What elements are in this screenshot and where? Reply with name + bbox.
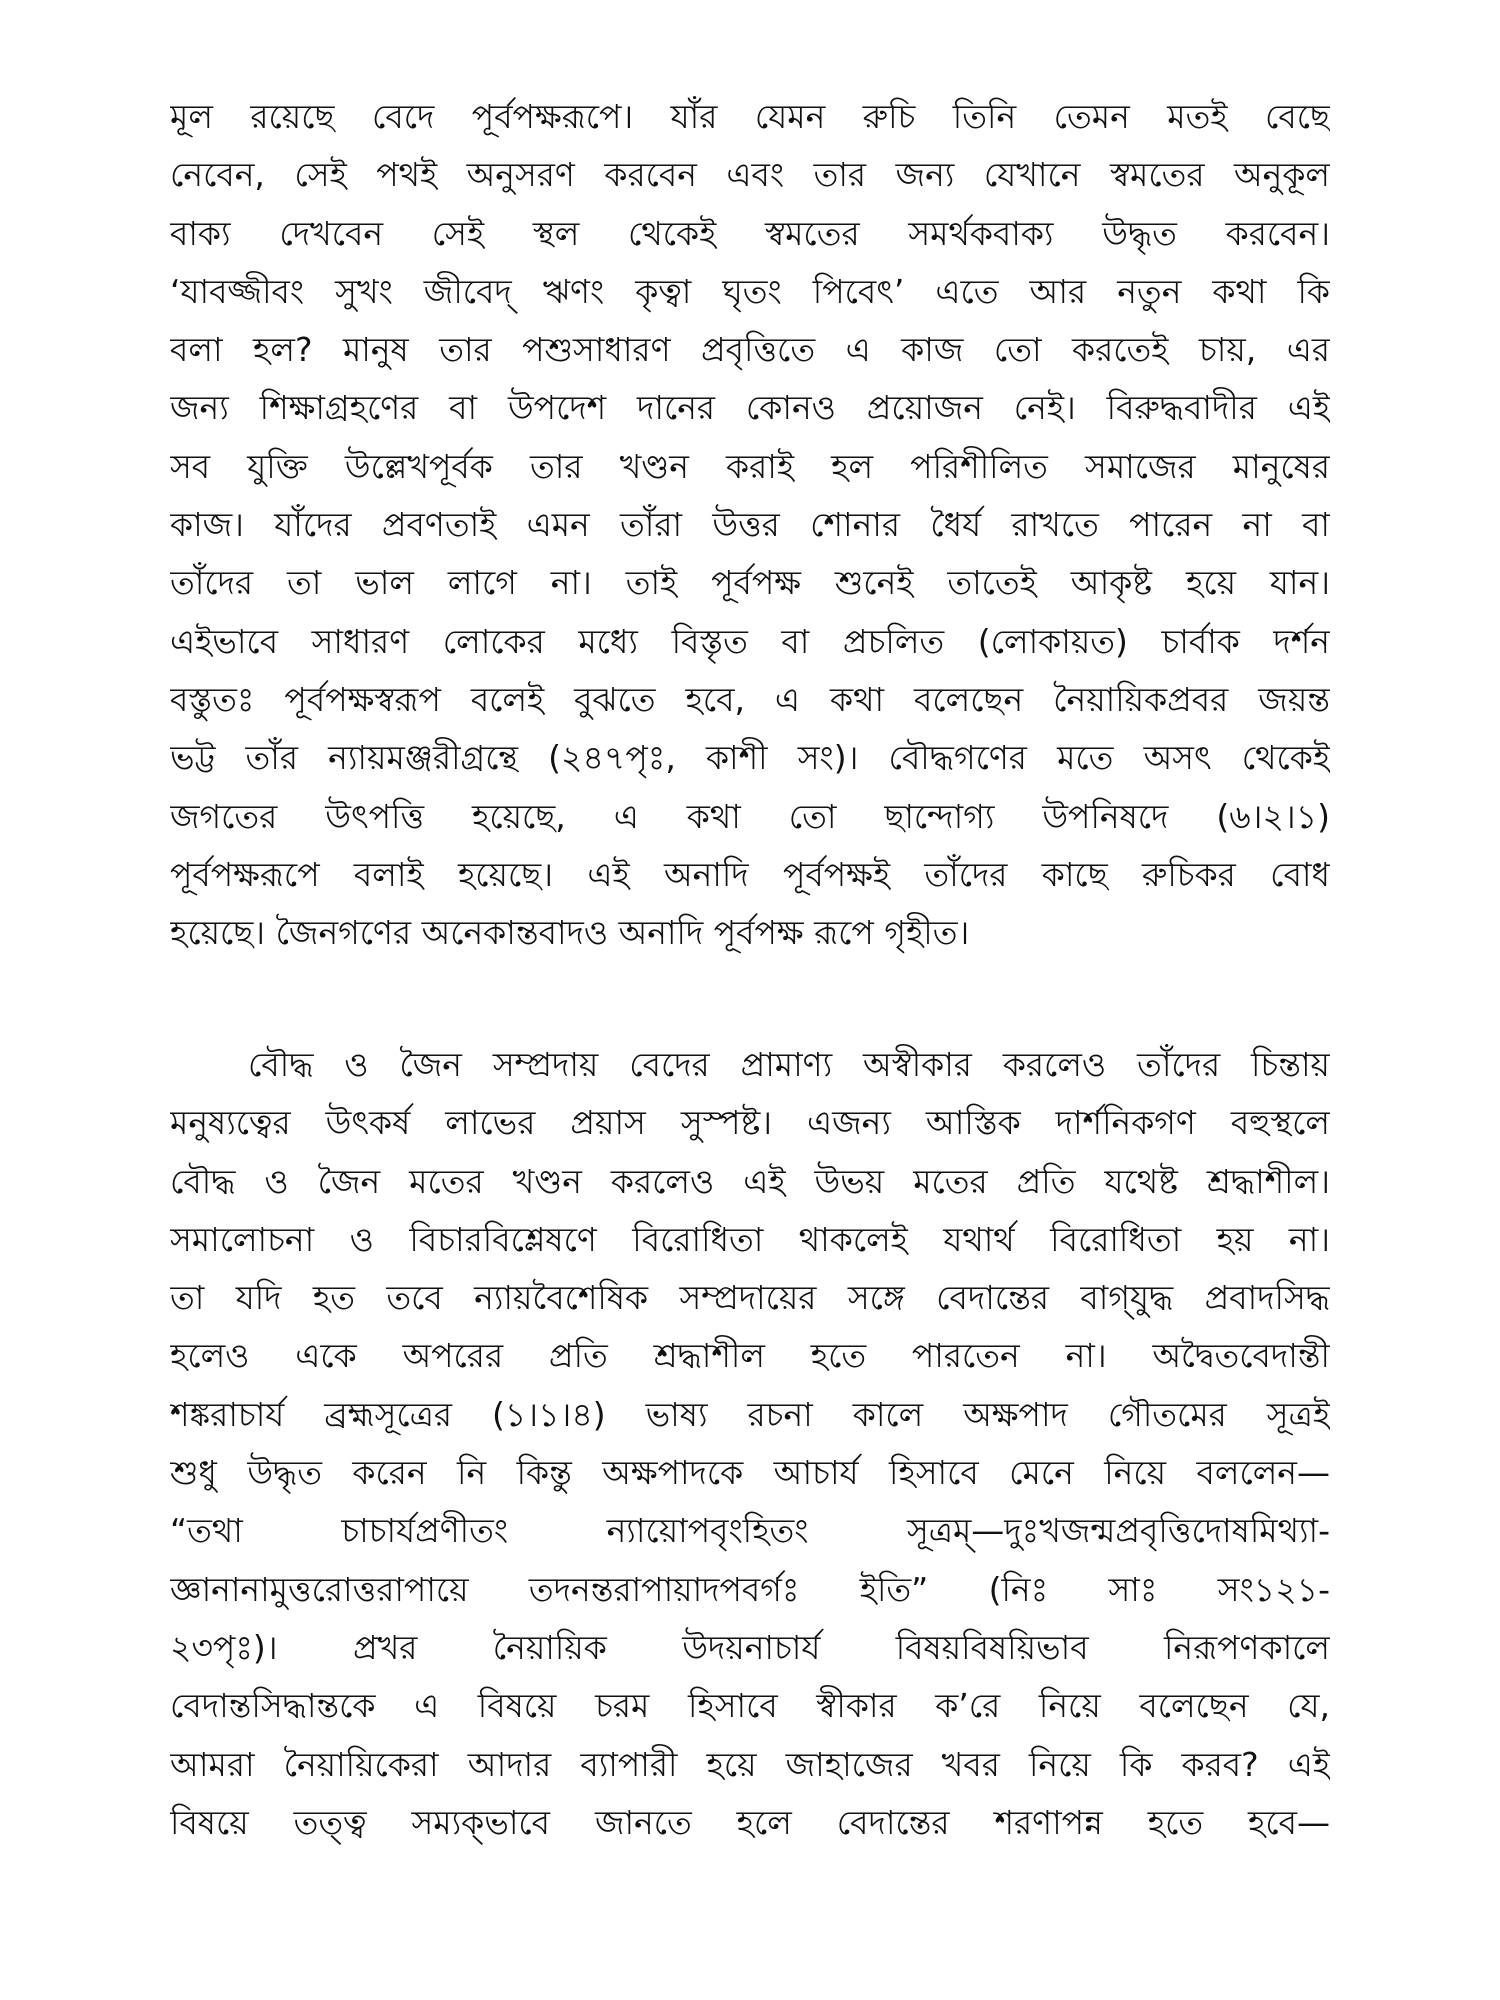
- text-line: মূল রয়েছে বেদে পূর্বপক্ষরূপে। যাঁর যেমন রুচি তিনি তেমন মতই বেছে: [170, 97, 1330, 136]
- text-line: বস্তুতঃ পূর্বপক্ষস্বরূপ বলেই বুঝতে হবে, এ কথা বলেছেন নৈয়ায়িকপ্রবর জয়ন্ত: [170, 679, 1330, 719]
- text-line: “তথা চাচার্যপ্রণীতং ন্যায়োপবৃংহিতং সূত্রম্—দুঃখজন্মপ্রবৃত্তিদোষমিথ্যা-: [170, 1511, 1330, 1551]
- text-line: সব যুক্তি উল্লেখপূর্বক তার খণ্ডন করাই হল পরিশীলিত সমাজের মানুষের: [170, 446, 1330, 486]
- text-line: ২৩পৃঃ)। প্রখর নৈয়ায়িক উদয়নাচার্য বিষয়বিষয়িভাব নিরূপণকালে: [170, 1627, 1330, 1667]
- text-line: বেদান্তসিদ্ধান্তকে এ বিষয়ে চরম হিসাবে স্বীকার ক’রে নিয়ে বলেছেন যে,: [170, 1686, 1330, 1726]
- text-line: বৌদ্ধ ও জৈন সম্প্রদায় বেদের প্রামাণ্য অস্বীকার করলেও তাঁদের চিন্তায়: [248, 1045, 1330, 1084]
- text-line: তাঁদের তা ভাল লাগে না। তাই পূর্বপক্ষ শুনেই তাতেই আকৃষ্ট হয়ে যান।: [170, 563, 1330, 603]
- text-line: সমালোচনা ও বিচারবিশ্লেষণে বিরোধিতা থাকলেই যথার্থ বিরোধিতা হয় না।: [170, 1219, 1330, 1259]
- text-line: শুধু উদ্ধৃত করেন নি কিন্তু অক্ষপাদকে আচার্য হিসাবে মেনে নিয়ে বললেন—: [170, 1453, 1330, 1493]
- text-line: আমরা নৈয়ায়িকেরা আদার ব্যাপারী হয়ে জাহাজের খবর নিয়ে কি করব? এই: [170, 1744, 1330, 1784]
- text-line: বিষয়ে তত্ত্ব সম্যক্‌ভাবে জানতে হলে বেদান্তের শরণাপন্ন হতে হবে—: [170, 1802, 1330, 1842]
- text-line: এইভাবে সাধারণ লোকের মধ্যে বিস্তৃত বা প্রচলিত (লোকায়ত) চার্বাক দর্শন: [170, 621, 1330, 661]
- text-line: ভট্ট তাঁর ন্যায়মঞ্জরীগ্রন্থে (২৪৭পৃঃ, কাশী সং)। বৌদ্ধগণের মতে অসৎ থেকেই: [170, 738, 1330, 778]
- text-line: শঙ্করাচার্য ব্রহ্মসূত্রের (১।১।৪) ভাষ্য রচনা কালে অক্ষপাদ গৌতমের সূত্রই: [170, 1394, 1330, 1434]
- text-line: তা যদি হত তবে ন্যায়বৈশেষিক সম্প্রদায়ের সঙ্গে বেদান্তের বাগ্‌যুদ্ধ প্রবাদসিদ্ধ: [170, 1278, 1330, 1318]
- text-line: বলা হল? মানুষ তার পশুসাধারণ প্রবৃত্তিতে এ কাজ তো করতেই চায়, এর: [170, 330, 1330, 370]
- text-line: পূর্বপক্ষরূপে বলাই হয়েছে। এই অনাদি পূর্বপক্ষই তাঁদের কাছে রুচিকর বোধ: [170, 854, 1330, 894]
- text-line: কাজ। যাঁদের প্রবণতাই এমন তাঁরা উত্তর শোনার ধৈর্য রাখতে পারেন না বা: [170, 505, 1330, 545]
- text-line: জগতের উৎপত্তি হয়েছে, এ কথা তো ছান্দোগ্য উপনিষদে (৬।২।১): [170, 796, 1330, 836]
- text-line: মনুষ্যত্বের উৎকর্ষ লাভের প্রয়াস সুস্পষ্ট। এজন্য আস্তিক দার্শনিকগণ বহুস্থলে: [170, 1103, 1330, 1143]
- text-line: জ্ঞানানামুত্তরোত্তরাপায়ে তদনন্তরাপায়াদপবর্গঃ ইতি” (নিঃ সাঃ সং১২১-: [170, 1569, 1330, 1609]
- text-line: হলেও একে অপরের প্রতি শ্রদ্ধাশীল হতে পারতেন না। অদ্বৈতবেদান্তী: [170, 1336, 1330, 1376]
- text-line: হয়েছে। জৈনগণের অনেকান্তবাদও অনাদি পূর্বপক্ষ রূপে গৃহীত।: [170, 913, 970, 953]
- text-line: ‘যাবজ্জীবং সুখং জীবেদ্ ঋণং কৃত্বা ঘৃতং পিবেৎ’ এতে আর নতুন কথা কি: [170, 271, 1330, 311]
- text-line: বৌদ্ধ ও জৈন মতের খণ্ডন করলেও এই উভয় মতের প্রতি যথেষ্ট শ্রদ্ধাশীল।: [170, 1161, 1330, 1201]
- paragraph-2: [170, 1036, 1330, 1852]
- paragraph-1: [170, 88, 1330, 962]
- text-line: বাক্য দেখবেন সেই স্থল থেকেই স্বমতের সমর্থকবাক্য উদ্ধৃত করবেন।: [170, 213, 1330, 253]
- text-line: জন্য শিক্ষাগ্রহণের বা উপদেশ দানের কোনও প্রয়োজন নেই। বিরুদ্ধবাদীর এই: [170, 388, 1330, 428]
- text-line: নেবেন, সেই পথই অনুসরণ করবেন এবং তার জন্য যেখানে স্বমতের অনুকূল: [170, 155, 1330, 195]
